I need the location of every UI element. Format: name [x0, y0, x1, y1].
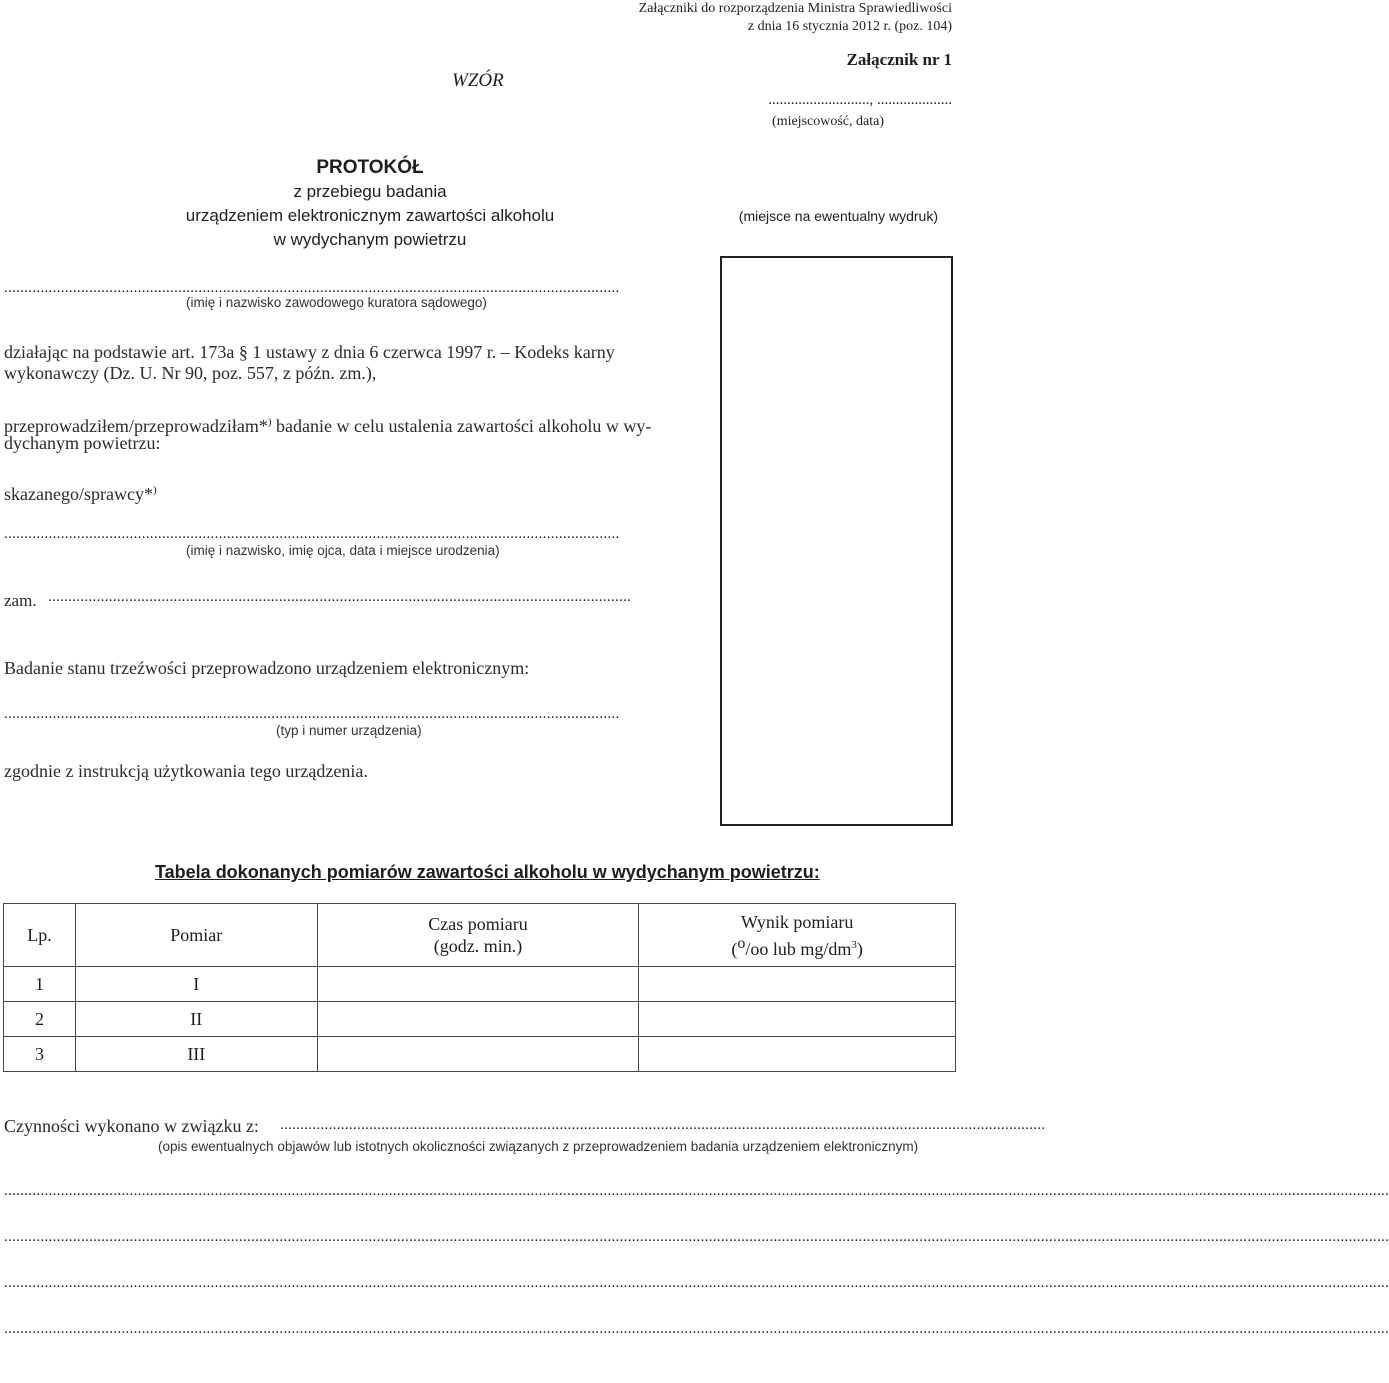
notes-line-3[interactable]: ......................................................................................................................................................................................................................................................................................................................................................	[4, 1275, 1389, 1291]
device-field[interactable]: ........................................................................................................................................................	[4, 706, 620, 722]
row-result-cell[interactable]	[639, 967, 956, 1002]
notes-line-1[interactable]: ......................................................................................................................................................................................................................................................................................................................................................	[4, 1183, 1389, 1199]
printout-box	[720, 256, 953, 826]
result-open-paren: (	[731, 938, 738, 959]
notes-line-4[interactable]: ......................................................................................................................................................................................................................................................................................................................................................	[4, 1321, 1389, 1337]
subject-footnote-mark: )	[152, 484, 157, 496]
title-line-1: PROTOKÓŁ	[316, 157, 424, 178]
conducted-text-a: przeprowadziłem/przeprowadziłam*	[4, 416, 268, 436]
subject-label-text: skazanego/sprawcy*	[4, 484, 153, 504]
table-row	[4, 967, 956, 1002]
row-measurement: III	[75, 1037, 317, 1072]
instruction-text: zgodnie z instrukcją użytkowania tego urządzenia.	[4, 761, 368, 781]
document-title	[150, 156, 590, 252]
row-lp: 3	[4, 1037, 76, 1072]
subject-caption: (imię i nazwisko, imię ojca, data i miejsce urodzenia)	[186, 543, 500, 558]
title-line-3: urządzeniem elektronicznym zawartości alkoholu	[185, 206, 555, 225]
address-field[interactable]: ................................................................................................................................................	[48, 589, 632, 605]
device-text: Badanie stanu trzeźwości przeprowadzono urządzeniem elektronicznym:	[4, 658, 530, 678]
conducted-line-2: dychanym powietrzu:	[4, 433, 161, 453]
row-measurement: I	[75, 967, 317, 1002]
subject-name-field[interactable]: ........................................................................................................................................................	[4, 526, 620, 542]
row-measurement: II	[75, 1002, 317, 1037]
printout-caption: (miejsce na ewentualny wydruk)	[738, 208, 938, 224]
row-time-cell[interactable]	[317, 1002, 639, 1037]
curator-caption: (imię i nazwisko zawodowego kuratora sądowego)	[186, 295, 487, 310]
result-unit-exponent: 3	[851, 938, 857, 951]
legal-basis-line-2: wykonawczy (Dz. U. Nr 90, poz. 557, z późn. zm.),	[4, 363, 377, 383]
row-result-cell[interactable]	[639, 1002, 956, 1037]
table-row	[4, 1037, 956, 1072]
table-title: Tabela dokonanych pomiarów zawartości alkoholu w wydychanym powietrzu:	[155, 862, 820, 882]
title-line-4: w wydychanym powietrzu	[273, 230, 467, 249]
activities-field[interactable]: .............................................................................................................................................................................................	[280, 1117, 1046, 1133]
row-lp: 1	[4, 967, 76, 1002]
measurements-table	[3, 903, 956, 1072]
device-caption: (typ i numer urządzenia)	[276, 723, 422, 738]
result-per-mille-o: o	[737, 934, 746, 952]
activities-caption: (opis ewentualnych objawów lub istotnych okoliczności związanych z przeprowadzeniem badania urządzeniem elektronicznym)	[158, 1139, 919, 1154]
header-time-line1: Czas pomiaru	[428, 914, 528, 934]
header-time	[317, 904, 639, 967]
header-time-line2: (godz. min.)	[433, 936, 523, 956]
title-line-2: z przebiegu badania	[293, 182, 447, 201]
header-measurement: Pomiar	[75, 904, 317, 967]
subject-label	[4, 478, 157, 506]
activities-label: Czynności wykonano w związku z:	[4, 1116, 259, 1136]
header-result-line2	[639, 933, 955, 960]
header-lp: Lp.	[4, 904, 76, 967]
place-date-field[interactable]: ..........................., ....................	[768, 92, 952, 108]
conducted-footnote-mark: )	[267, 416, 272, 428]
header-result-line1: Wynik pomiaru	[740, 911, 854, 932]
conducted-text-b: badanie w celu ustalenia zawartości alkoholu w wy-	[271, 416, 652, 436]
regulation-note-line1: Załączniki do rozporządzenia Ministra Sprawiedliwości	[638, 1, 952, 16]
address-label: zam.	[4, 591, 37, 610]
notes-line-2[interactable]: ......................................................................................................................................................................................................................................................................................................................................................	[4, 1229, 1389, 1245]
legal-basis-line-1: działając na podstawie art. 173a § 1 ustawy z dnia 6 czerwca 1997 r. – Kodeks karny	[4, 342, 615, 362]
place-date-caption: (miejscowość, data)	[772, 114, 884, 129]
row-lp: 2	[4, 1002, 76, 1037]
curator-name-field[interactable]: ........................................................................................................................................................	[4, 280, 620, 296]
regulation-note-line2: z dnia 16 stycznia 2012 r. (poz. 104)	[747, 19, 952, 34]
row-time-cell[interactable]	[317, 1037, 639, 1072]
table-header-row	[4, 904, 956, 967]
result-close-paren: )	[856, 938, 863, 959]
header-result	[639, 904, 956, 967]
template-label: WZÓR	[452, 70, 504, 91]
table-row	[4, 1002, 956, 1037]
row-time-cell[interactable]	[317, 967, 639, 1002]
row-result-cell[interactable]	[639, 1037, 956, 1072]
annex-number: Załącznik nr 1	[846, 50, 952, 69]
result-unit-text: /oo lub mg/dm	[745, 938, 852, 959]
